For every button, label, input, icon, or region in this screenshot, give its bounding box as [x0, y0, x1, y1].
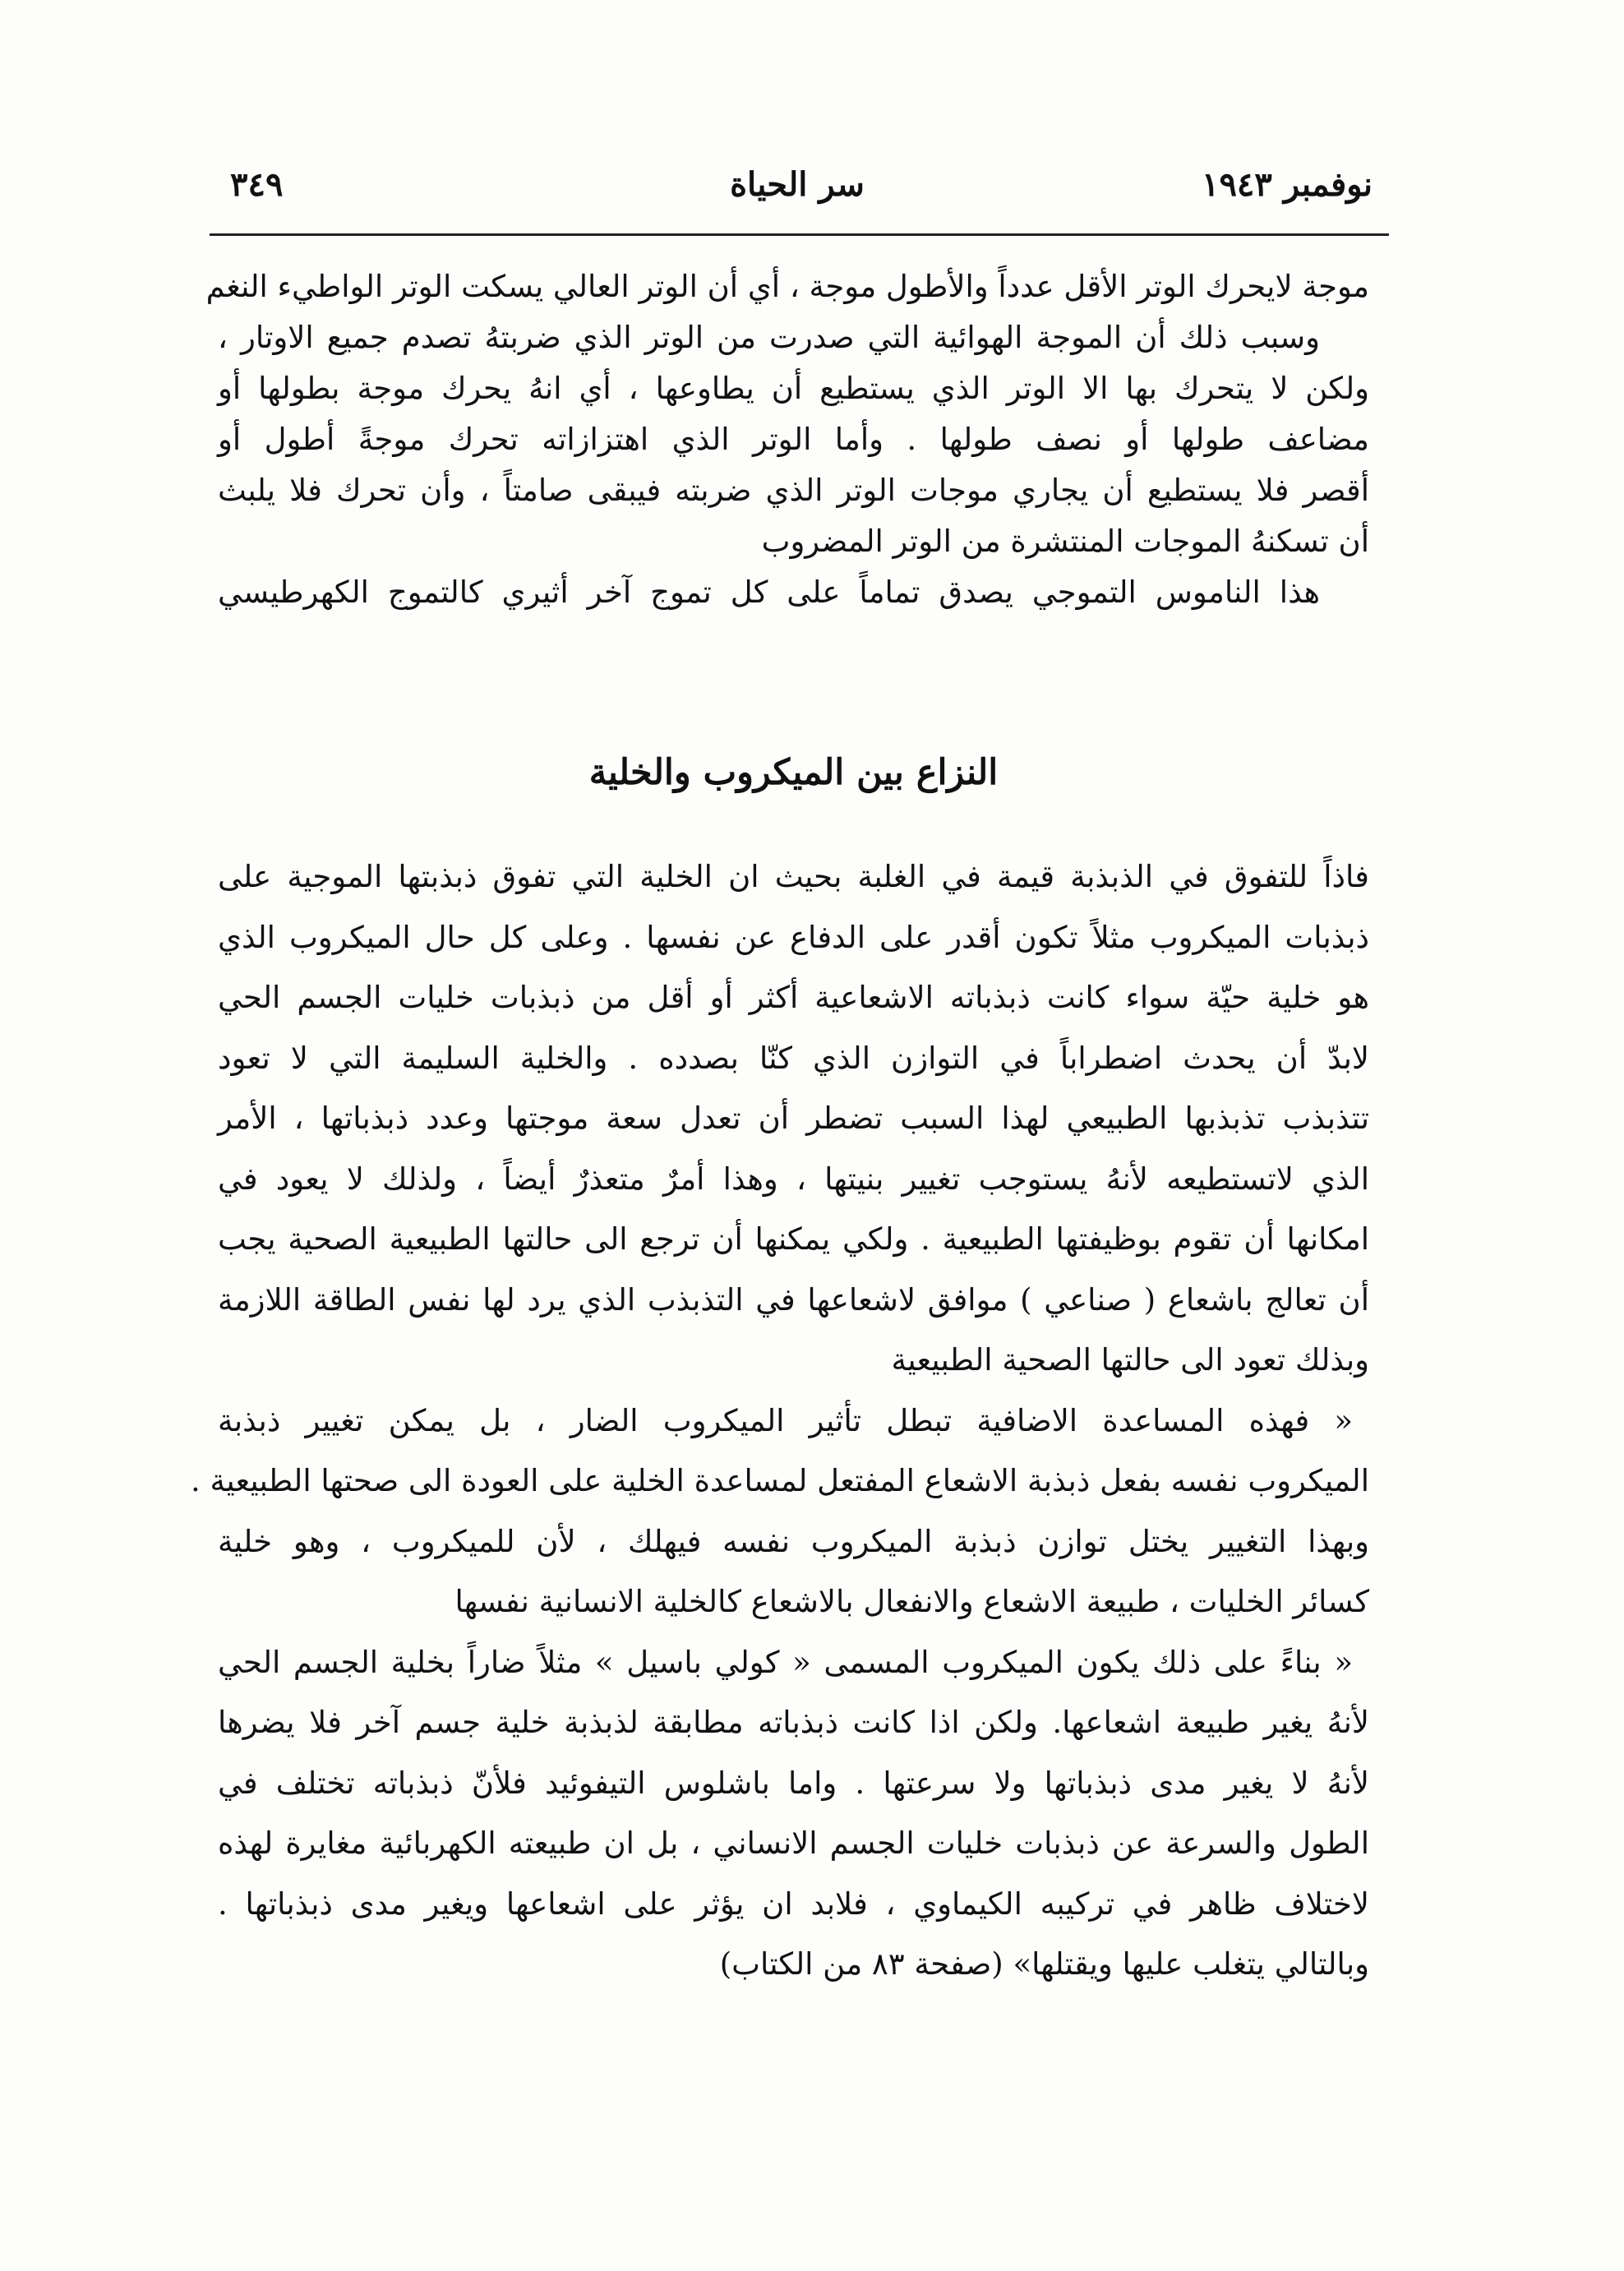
intro-paragraphs: [205, 261, 1369, 618]
text-line: وبهذا التغيير يختل توازن ذبذبة الميكروب نفسه فيهلك ، لأن للميكروب ، وهو خلية: [218, 1523, 1369, 1559]
text-line: وبذلك تعود الى حالتها الصحية الطبيعية: [891, 1342, 1369, 1378]
text-line: تتذبذب تذبذبها الطبيعي لهذا السبب تضطر أن تعدل سعة موجتها وعدد ذبذباتها ، الأمر: [218, 1101, 1369, 1136]
text-line: ذبذبات الميكروب مثلاً تكون أقدر على الدفاع عن نفسها . وعلى كل حال الميكروب الذي: [218, 919, 1369, 955]
text-line: ولكن لا يتحرك بها الا الوتر الذي يستطيع أن يطاوعها ، أي انهُ يحرك موجة بطولها أو: [218, 371, 1369, 406]
header-divider: [210, 233, 1389, 236]
text-line: امكانها أن تقوم بوظيفتها الطبيعية . ولكي يمكنها أن ترجع الى حالتها الطبيعية الصحية يجب: [218, 1221, 1369, 1257]
running-header: [205, 156, 1389, 214]
text-line: لأنهُ لا يغير مدى ذبذباتها ولا سرعتها . واما باشلوس التيفوئيد فلأنّ ذبذباته تختلف في: [218, 1765, 1369, 1801]
text-line: الميكروب نفسه بفعل ذبذبة الاشعاع المفتعل لمساعدة الخلية على العودة الى صحتها الطبيعية .: [190, 1463, 1369, 1498]
text-line: موجة لايحرك الوتر الأقل عدداً والأطول موجة ، أي أن الوتر العالي يسكت الوتر الواطيء النغم: [205, 269, 1369, 304]
text-line: « فهذه المساعدة الاضافية تبطل تأثير الميكروب الضار ، بل يمكن تغيير ذبذبة: [218, 1402, 1353, 1438]
page-number: ٣٤٩: [230, 165, 284, 204]
text-line: أن تعالج باشعاع ( صناعي ) موافق لاشعاعها في التذبذب الذي يرد لها نفس الطاقة اللازمة: [218, 1281, 1369, 1318]
text-line: هو خلية حيّة سواء كانت ذبذباته الاشعاعية أكثر أو أقل من ذبذبات خليات الجسم الحي: [218, 980, 1369, 1015]
text-line: لابدّ أن يحدث اضطراباً في التوازن الذي كنّا بصدده . والخلية السليمة التي لا تعود: [218, 1040, 1369, 1076]
text-line: كسائر الخليات ، طبيعة الاشعاع والانفعال بالاشعاع كالخلية الانسانية نفسها: [454, 1584, 1369, 1619]
section-heading: النزاع بين الميكروب والخلية: [588, 752, 999, 793]
text-line: الذي لاتستطيعه لأنهُ يستوجب تغيير بنيتها ، وهذا أمرٌ متعذرٌ أيضاً ، ولذلك لا يعود في: [218, 1161, 1369, 1197]
text-line: مضاعف طولها أو نصف طولها . وأما الوتر الذي اهتزازاته تحرك موجةً أطول أو: [218, 422, 1369, 457]
header-date: نوفمبر ١٩٤٣: [1201, 165, 1373, 204]
text-line: وبالتالي يتغلب عليها ويقتلها» (صفحة ٨٣ من الكتاب): [719, 1946, 1369, 1982]
section-paragraphs: [190, 847, 1369, 1995]
text-line: وسبب ذلك أن الموجة الهوائية التي صدرت من الوتر الذي ضربتهُ تصدم جميع الاوتار ،: [218, 320, 1320, 355]
text-line: أقصر فلا يستطيع أن يجاري موجات الوتر الذي ضربته فيبقى صامتاً ، وأن تحرك فلا يلبث: [218, 473, 1369, 508]
text-line: هذا الناموس التموجي يصدق تماماً على كل تموج آخر أثيري كالتموج الكهرطيسي: [218, 575, 1320, 610]
text-line: لأنهُ يغير طبيعة اشعاعها. ولكن اذا كانت ذبذباته مطابقة لذبذبة خلية جسم آخر فلا يضرها: [218, 1705, 1369, 1740]
text-line: لاختلاف ظاهر في تركيبه الكيماوي ، فلابد ان يؤثر على اشعاعها ويغير مدى ذبذباتها .: [218, 1886, 1369, 1922]
text-line: فاذاً للتفوق في الذبذبة قيمة في الغلبة بحيث ان الخلية التي تفوق ذبذبتها الموجية على: [218, 859, 1369, 894]
text-line: أن تسكنهُ الموجات المنتشرة من الوتر المضروب: [761, 524, 1369, 559]
text-line: « بناءً على ذلك يكون الميكروب المسمى « كولي باسيل » مثلاً ضاراً بخلية الجسم الحي: [218, 1644, 1353, 1680]
header-title: سر الحياة: [730, 165, 865, 204]
text-line: الطول والسرعة عن ذبذبات خليات الجسم الانساني ، بل ان طبيعته الكهربائية مغايرة لهذه: [218, 1826, 1369, 1861]
